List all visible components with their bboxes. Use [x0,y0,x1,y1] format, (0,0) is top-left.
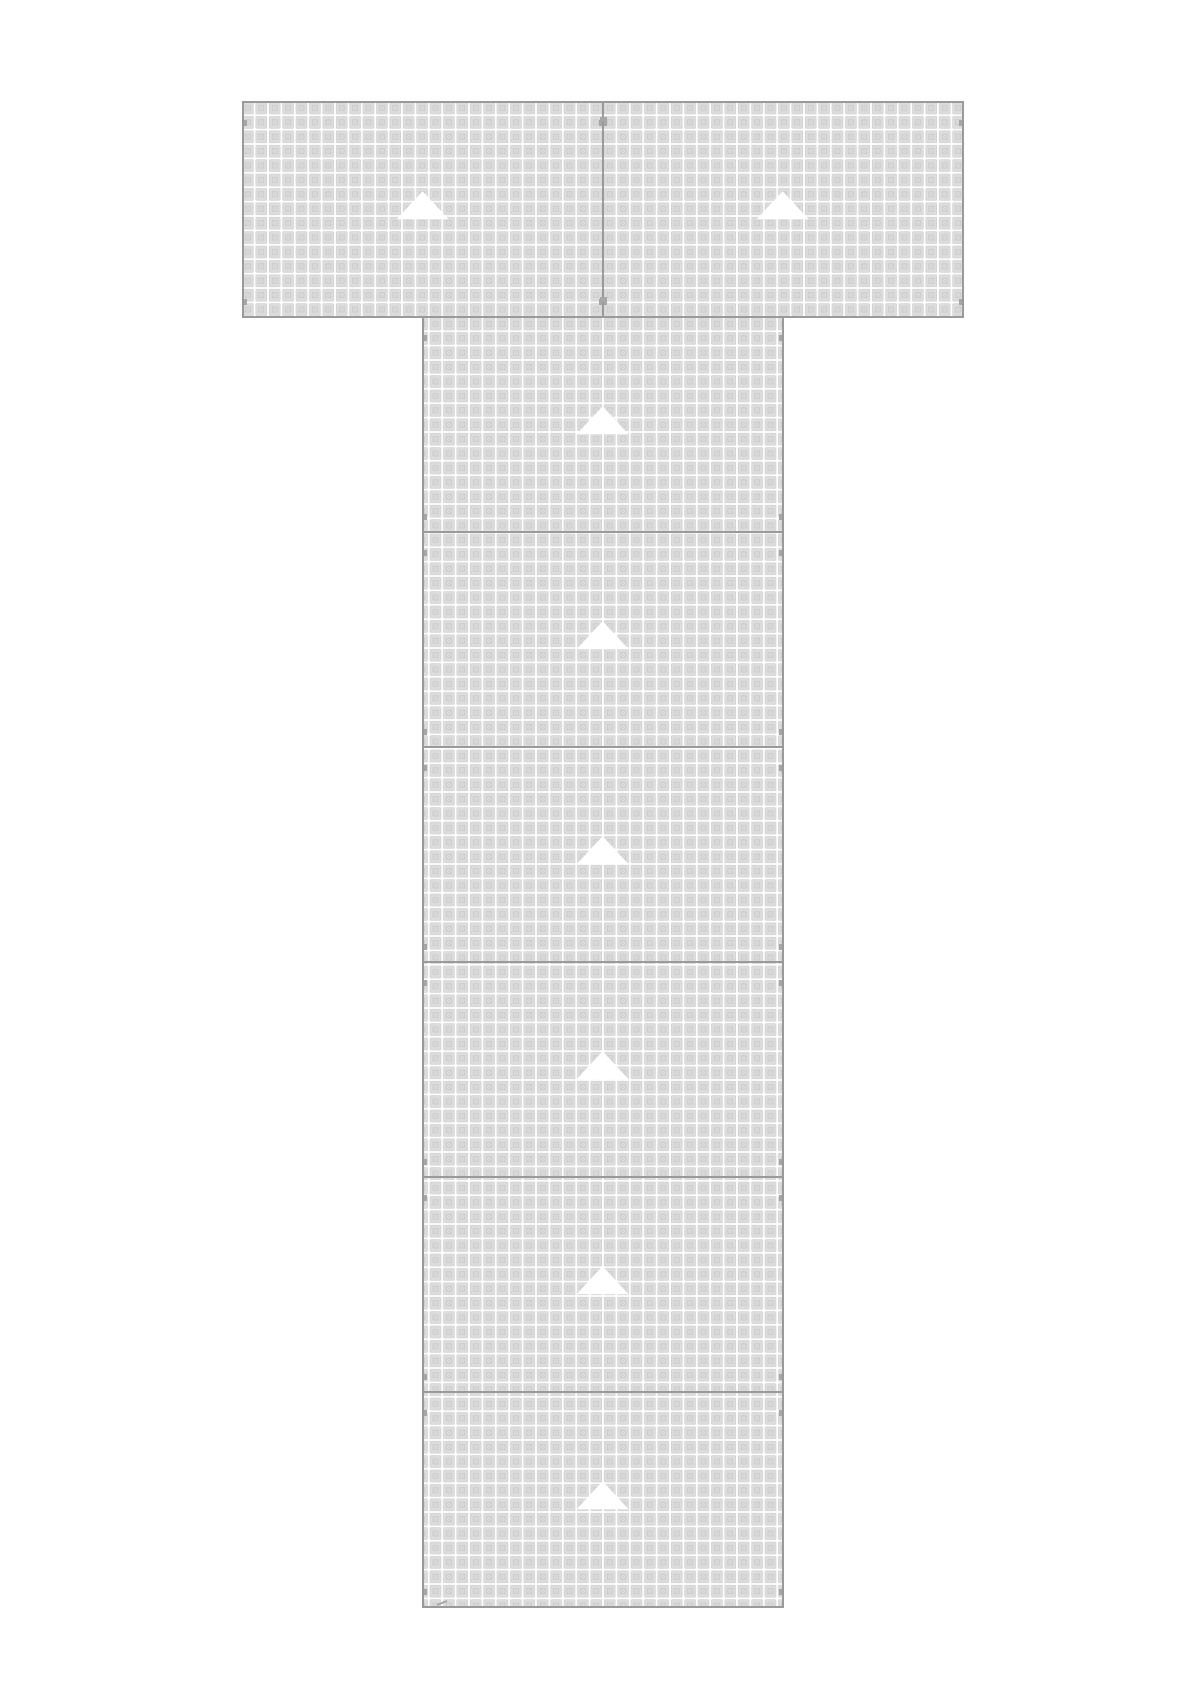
panel-clip-icon [779,1374,782,1380]
column-panel-5 [423,1177,783,1392]
panel-clip-icon [600,117,607,122]
panel-clip-icon [424,765,427,771]
panel-clip-icon [779,1159,782,1165]
panel-clip-icon [424,1374,427,1380]
panel-clip-icon [959,120,962,126]
top-panel-2 [603,102,963,317]
panel-clip-icon [424,550,427,556]
column-panel-4 [423,962,783,1177]
panel-clip-icon [779,1410,782,1416]
panel-clip-icon [424,1195,427,1201]
column-panel-2 [423,532,783,747]
panel-clip-icon [424,1159,427,1165]
panel-clip-icon [424,944,427,950]
panel-clip-icon [424,514,427,520]
panel-clip-icon [779,980,782,986]
panel-clip-icon [779,765,782,771]
panel-clip-icon [424,729,427,735]
panel-clip-icon [779,729,782,735]
panel-clip-icon [424,980,427,986]
top-panel-1 [243,102,603,317]
column-panel-1 [423,317,783,532]
panel-clip-icon [244,120,247,126]
panel-clip-icon [244,299,247,305]
panels-group [243,102,963,1607]
panel-clip-icon [424,1589,427,1595]
panel-clip-icon [779,1195,782,1201]
panel-clip-icon [779,1589,782,1595]
panel-clip-icon [424,1410,427,1416]
panel-clip-icon [779,944,782,950]
panel-clip-icon [779,335,782,341]
panel-clip-icon [779,514,782,520]
panel-clip-icon [424,335,427,341]
panel-clip-icon [959,299,962,305]
column-panel-3 [423,747,783,962]
panel-clip-icon [779,550,782,556]
column-panel-6 [423,1392,783,1607]
panel-clip-icon [600,297,607,302]
